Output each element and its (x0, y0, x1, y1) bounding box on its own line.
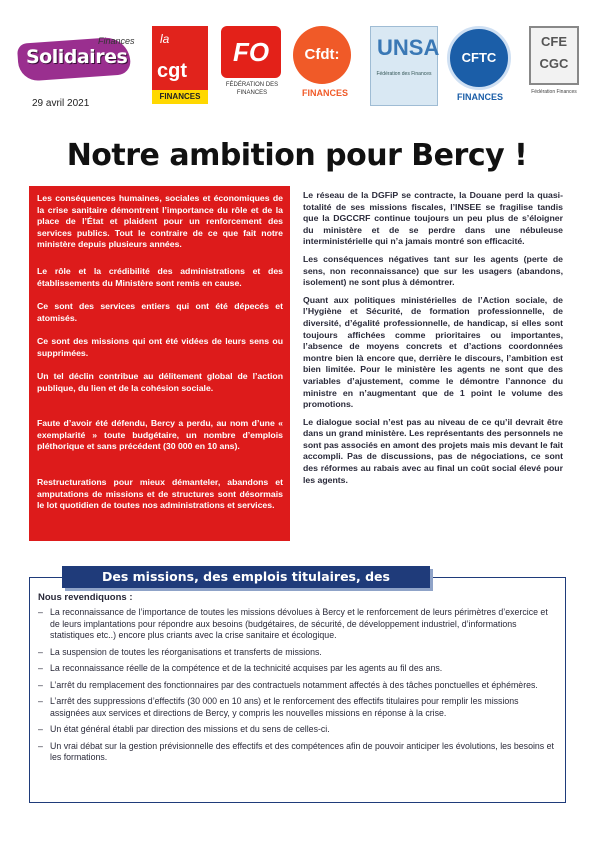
cftc-logo-sub: FINANCES (456, 92, 503, 102)
body-paragraph: Le réseau de la DGFiP se contracte, la Douane perd la quasi-totalité de ses missions fiscales, l’INSEE se fragilise tandis que la DGCCRF continue toujours un peu plus de s’éloigner du ministère et de se perdre dans une nébuleuse interministérielle qui n’a jamais montré son efficacité. (303, 190, 563, 247)
list-item: – Un état général établi par direction des missions et du sens de celles-ci. (38, 724, 554, 736)
intro-paragraph: Les conséquences humaines, sociales et économiques de la crise sanitaire démontrent l’importance du rôle et de la place de l’État et plaident pour un renforcement des services publics. Tout le contraire de ce que fait notre ministère depuis plusieurs années. (37, 193, 283, 250)
fo-logo-text: FO (221, 26, 281, 78)
cfdt-logo-text: Cfdt: (293, 26, 351, 84)
list-item: – Un vrai débat sur la gestion prévisionnelle des effectifs et des compétences afin de pouvoir anticiper les évolutions, les besoins et les formations. (38, 741, 554, 764)
page-title: Notre ambition pour Bercy ! (66, 138, 528, 173)
cgt-logo (152, 26, 208, 104)
body-paragraph: Les conséquences négatives tant sur les agents (perte de sens, non reconnaissance) que sur les usagers (abandons, isolement) ne sont plus à démontrer. (303, 253, 563, 288)
solidaires-logo (18, 30, 140, 92)
cgt-logo-text: cgt (157, 60, 187, 82)
intro-red-box (29, 186, 290, 541)
union-logos-row (18, 22, 588, 110)
cfe-cgc-logo-text: CFE CGC (529, 26, 579, 85)
intro-paragraph: Faute d’avoir été défendu, Bercy a perdu, au nom d’une « exemplarité » toute budgétaire, un nombre d’emplois pléthorique et sans précédent (30 000 en 10 ans). (37, 418, 283, 452)
fo-logo (221, 26, 283, 112)
cgt-logo-la: la (160, 32, 170, 46)
revendications-list (38, 607, 554, 769)
list-item: – L’arrêt du remplacement des fonctionnaires par des contractuels notamment affectés à des tâches ponctuelles et éphémères. (38, 680, 554, 692)
list-item: – La reconnaissance réelle de la compétence et de la technicité acquises par les agents au fil des ans. (38, 663, 554, 675)
body-paragraph: Le dialogue social n’est pas au niveau de ce qu’il devrait être dans un grand ministère. Les représentants des personnels ne sont pas associés en amont des projets mais mis devant le fait accompli. Pas de discussions, pas de négociations, ce sont des réformes au rabais avec au final un coût social élevé pour les agents. (303, 416, 563, 485)
unsa-logo-sub: Fédération des Finances (376, 71, 432, 77)
unsa-logo-text: UNSA (377, 35, 440, 60)
cfdt-logo (293, 26, 357, 112)
intro-paragraph: Ce sont des missions qui ont été vidées de leurs sens ou supprimées. (37, 336, 283, 358)
cfdt-logo-sub: FINANCES (301, 88, 348, 98)
body-paragraph: Quant aux politiques ministérielles de l’Action sociale, de l’Hygiène et Sécurité, de formation professionnelle, de diversité, d’égalité professionnelle, de handicap, si elles sont toujours affichées comme prioritaires ou importantes, l’absence de moyens concrets et d’actions coordonnées montre bien là encore que, derrière le discours, l’ambition est bien limitée. Pour le ministère les agents ne sont que des variables d’ajustement, comme le démontre l’annonce du ministre en n’augmentant que de 1 point le volume des promotions. (303, 294, 563, 410)
document-date: 29 avril 2021 (32, 98, 90, 109)
revendications-intro: Nous revendiquons : (38, 592, 133, 603)
section-title: Des missions, des emplois titulaires, des implantations (62, 566, 430, 588)
intro-paragraph: Ce sont des services entiers qui ont été dépecés et atomisés. (37, 301, 283, 323)
cfe-cgc-logo-sub: Fédération Finances (531, 89, 577, 95)
cgt-logo-sub: FINANCES (152, 90, 208, 104)
solidaires-logo-sub: Finances (98, 36, 135, 46)
cftc-logo (447, 26, 513, 112)
intro-paragraph: Restructurations pour mieux démanteler, abandons et amputations de missions et de structures sont désormais le lot quotidien de toutes nos administrations et services. (37, 477, 283, 511)
fo-logo-sub: FÉDÉRATION DES FINANCES (225, 82, 279, 96)
solidaires-logo-text: Solidaires (26, 46, 128, 68)
cfe-cgc-logo (524, 26, 584, 112)
list-item: – La reconnaissance de l’importance de toutes les missions dévolues à Bercy et le renforcement de leurs périmètres d’exercice et de leurs implantations pour répondre aux besoins (budgétaires, de sécurité, de développement industriel, d’informations statistiques etc..) encore plus criants avec la crise sanitaire et écologique. (38, 607, 554, 642)
list-item: – L’arrêt des suppressions d’effectifs (30 000 en 10 ans) et le renforcement des effectifs titulaires pour remplir les missions assignées aux services et directions de Bercy, y compris les nouvelles missions en réponse à la crise. (38, 696, 554, 719)
right-column (303, 190, 563, 492)
cftc-logo-text: CFTC (447, 26, 511, 90)
intro-paragraph: Un tel déclin contribue au délitement global de l’action publique, du lien et de la cohésion sociale. (37, 371, 283, 393)
unsa-logo (370, 26, 438, 106)
intro-paragraph: Le rôle et la crédibilité des administrations et des établissements du Ministère sont remis en cause. (37, 266, 283, 288)
list-item: – La suspension de toutes les réorganisations et transferts de missions. (38, 647, 554, 659)
